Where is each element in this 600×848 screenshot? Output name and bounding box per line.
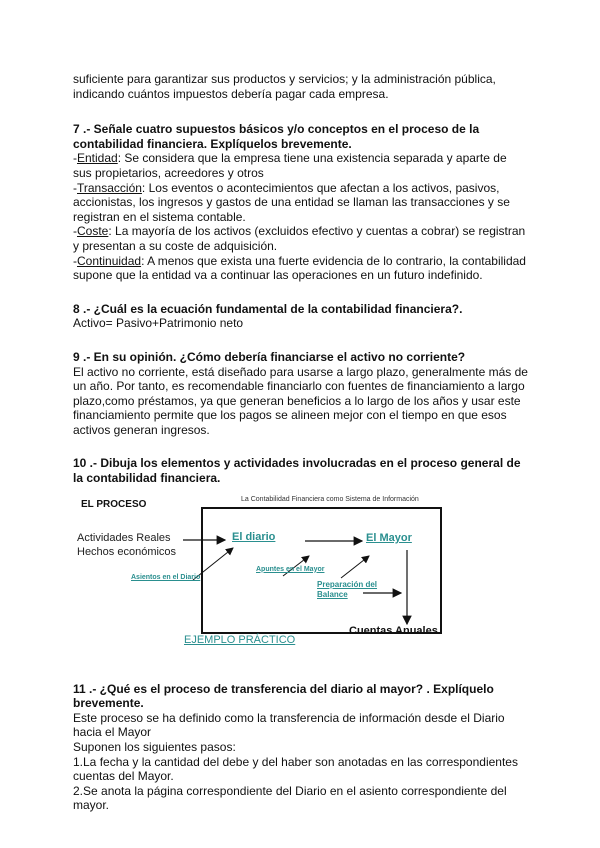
q7-term: Coste xyxy=(77,224,109,239)
q11-p1: Este proceso se ha definido como la transferencia de información desde el Diario hacia el Mayor xyxy=(73,710,505,740)
q8-answer: Activo= Pasivo+Patrimonio neto xyxy=(73,316,244,331)
q7-item-coste: -Coste: La mayoría de los activos (excluidos efectivo y cuentas a cobrar) se registran y presentan a su coste de adquisición. xyxy=(73,224,526,253)
q11-p4: 2.Se anota la página correspondiente del Diario en el asiento correspondiente del mayor. xyxy=(73,783,507,813)
q7-item-continuidad: -Continuidad: A menos que exista una fuerte evidencia de lo contrario, la contabilidad supone que la entidad va a continuar las operaciones en un futuro indefinido. xyxy=(73,253,526,283)
input-line1: Actividades Reales xyxy=(77,531,171,544)
q7-term: Transacción xyxy=(77,180,142,195)
q7-title: 7 .- Señale cuatro supuestos básicos y/o conceptos en el proceso de la contabilidad financiera. Explíquelos brevemente. xyxy=(73,122,480,151)
diagram-caption: La Contabilidad Financiera como Sistema de Información xyxy=(241,495,419,503)
q11-p3: 1.La fecha y la cantidad del debe y del haber son anotadas en las correspondientes cuentas del Mayor. xyxy=(73,754,518,784)
q9-title: 9 .- En su opinión. ¿Cómo debería financiarse el activo no corriente? xyxy=(73,349,466,364)
example-link[interactable]: EJEMPLO PRÁCTICO xyxy=(184,633,296,646)
label-apuntes: Apuntes en el Mayor xyxy=(256,565,325,573)
q7-item-entidad: -Entidad: Se considera que la empresa tiene una existencia separada y aparte de sus propietarios, acreedores y otros xyxy=(73,151,507,180)
q9-answer: El activo no corriente, está diseñado para usarse a largo plazo, generalmente más de un año. Por tanto, es recomendable financiarlo con fuentes de financiamiento a largo plazo,como préstamos, ya que generan beneficios a lo largo de los años y usar este financiamiento permite que los pagos se alineen mejor con el tiempo en que esos activos generan ingresos. xyxy=(73,364,528,437)
q7-term: Continuidad xyxy=(77,253,142,268)
intro-line: indicando cuántos impuestos debería pagar cada empresa. xyxy=(73,86,389,101)
q11-p2: Suponen los siguientes pasos: xyxy=(73,740,236,755)
q7-text: : La mayoría de los activos (excluidos efectivo y cuentas a cobrar) se registran y presentan a su coste de adquisición. xyxy=(73,224,526,253)
node-mayor: El Mayor xyxy=(366,531,412,544)
input-line2: Hechos económicos xyxy=(77,545,177,558)
document-page xyxy=(73,72,528,813)
q8-title: 8 .- ¿Cuál es la ecuación fundamental de la contabilidad financiera?. xyxy=(73,301,463,316)
label-balance-1: Preparación del xyxy=(317,579,378,589)
label-asientos: Asientos en el Diario xyxy=(131,573,201,581)
q7-text: : Los eventos o acontecimientos que afectan a los activos, pasivos, accionistas, los ingresos y gastos de una entidad se llaman las transacciones y se registran en el sistema contable. xyxy=(73,180,510,224)
q10-title: 10 .- Dibuja los elementos y actividades involucradas en el proceso general de la contabilidad financiera. xyxy=(73,456,521,486)
intro-line: suficiente para garantizar sus productos y servicios; y la administración pública, xyxy=(73,72,496,86)
q7-item-transaccion: -Transacción: Los eventos o acontecimientos que afectan a los activos, pasivos, accionistas, los ingresos y gastos de una entidad se llaman las transacciones y se registran en el sistema contable. xyxy=(73,180,510,224)
q7-term: Entidad xyxy=(77,151,118,166)
balance-pointer xyxy=(341,556,369,578)
label-balance-2: Balance xyxy=(317,589,348,599)
diagram-heading: EL PROCESO xyxy=(81,498,147,510)
process-diagram xyxy=(73,496,528,664)
node-cuentas: Cuentas Anuales xyxy=(349,624,438,637)
node-diario: El diario xyxy=(232,530,276,543)
q11-title: 11 .- ¿Qué es el proceso de transferencia del diario al mayor? . Explíquelo brevemente. xyxy=(73,681,494,711)
q7-text: : A menos que exista una fuerte evidencia de lo contrario, la contabilidad supone que la entidad va a continuar las operaciones en un futuro indefinido. xyxy=(73,253,526,283)
q7-text: : Se considera que la empresa tiene una existencia separada y aparte de sus propietarios, acreedores y otros xyxy=(73,151,507,180)
